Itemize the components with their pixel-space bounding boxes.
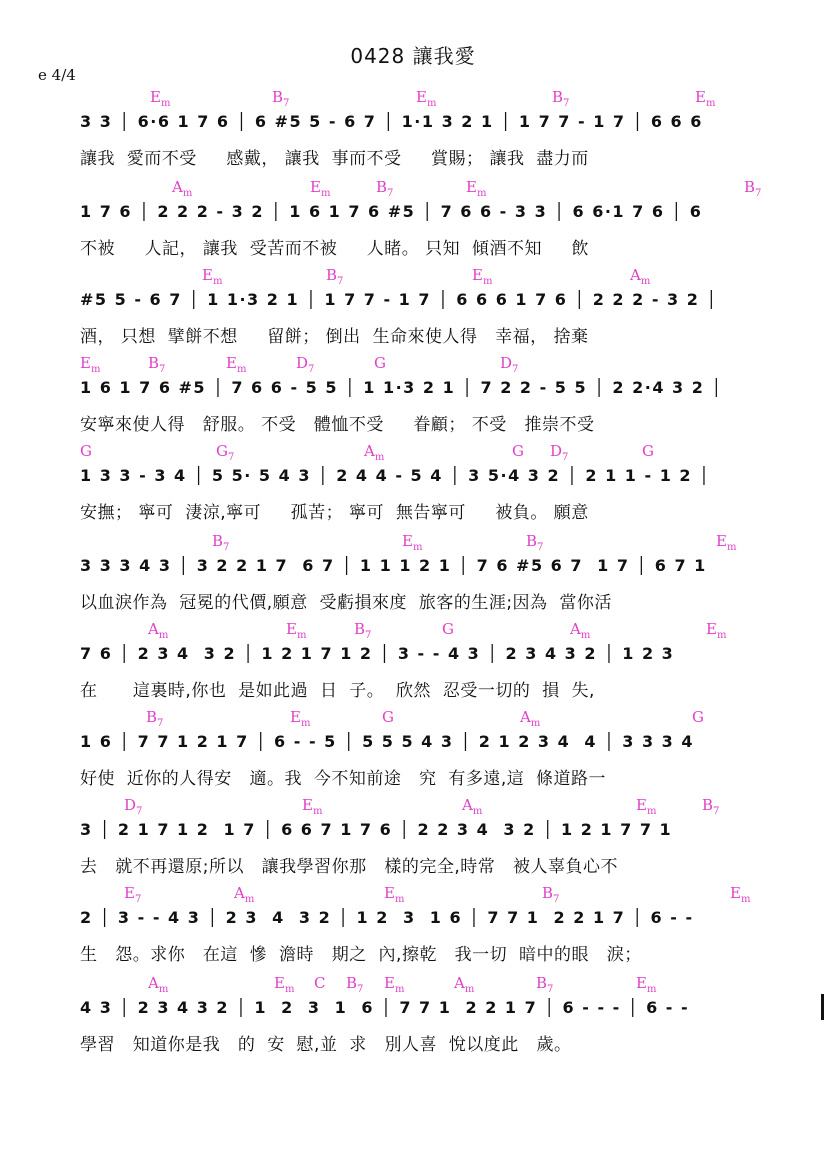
lyrics-row: 生 怨。求你 在這 慘 澹時 期之 內,擦乾 我一切 暗中的眼 淚； — [80, 945, 642, 965]
score-system — [80, 354, 800, 454]
chord-row — [80, 620, 800, 640]
chord-symbol: $E_m$ — [730, 884, 751, 905]
chord-symbol: $A_m$ — [520, 708, 541, 729]
chord-symbol: $E_m$ — [290, 708, 311, 729]
chord-symbol: $A_m$ — [148, 620, 169, 641]
chord-row — [80, 796, 800, 816]
chord-symbol: $G_7$ — [216, 442, 235, 463]
chord-symbol: $E_m$ — [416, 88, 437, 109]
chord-symbol: $E_m$ — [310, 178, 331, 199]
final-barline — [821, 994, 824, 1020]
chord-symbol: $E_m$ — [636, 796, 657, 817]
chord-symbol: $A_m$ — [630, 266, 651, 287]
chord-row — [80, 974, 800, 994]
chord-symbol: $E_m$ — [716, 532, 737, 553]
chord-symbol: $B_7$ — [326, 266, 344, 287]
chord-symbol: G — [692, 708, 704, 726]
chord-symbol: G — [80, 442, 92, 460]
score-system — [80, 266, 800, 366]
chord-symbol: $E_m$ — [80, 354, 101, 375]
score-system — [80, 532, 800, 632]
chord-symbol: $B_7$ — [148, 354, 166, 375]
score-system — [80, 884, 800, 984]
chord-row — [80, 178, 800, 198]
chord-row — [80, 442, 800, 462]
chord-row — [80, 88, 800, 108]
chord-symbol: $D_7$ — [500, 354, 519, 375]
lyrics-row: 讓我 愛而不受 感戴， 讓我 事而不受 賞賜； 讓我 盡力而 — [80, 149, 589, 169]
chord-symbol: $B_7$ — [542, 884, 560, 905]
chord-symbol: $B_7$ — [146, 708, 164, 729]
score-system — [80, 442, 800, 542]
chord-row — [80, 354, 800, 374]
lyrics-row: 不被 人記， 讓我 受苦而不被 人睹。 只知 傾酒不知 飲 — [80, 239, 589, 259]
lyrics-row: 以血淚作為 冠冕的代價,願意 受虧損來度 旅客的生涯;因為 當你活 — [80, 593, 612, 613]
key-signature: e 4/4 — [38, 66, 76, 84]
chord-symbol: $E_m$ — [384, 884, 405, 905]
chord-symbol: $E_m$ — [302, 796, 323, 817]
chord-symbol: $B_7$ — [212, 532, 230, 553]
chord-symbol: $A_m$ — [148, 974, 169, 995]
notation-row: 1 6 │ 7 7 1 2 1 7 │ 6 - - 5 │ 5 5 5 4 3 │ 2 1 2 3 4 4 │ 3 3 3 4 — [80, 732, 695, 751]
chord-symbol: $A_m$ — [172, 178, 193, 199]
chord-symbol: $B_7$ — [552, 88, 570, 109]
notation-row: 1 6 1 7 6 #5 │ 7 6 6 - 5 5 │ 1 1·3 2 1 │ 7 2 2 - 5 5 │ 2 2·4 3 2 │ — [80, 378, 723, 397]
notation-row: 1 7 6 │ 2 2 2 - 3 2 │ 1 6 1 7 6 #5 │ 7 6 6 - 3 3 │ 6 6·1 7 6 │ 6 — [80, 202, 703, 221]
chord-symbol: G — [374, 354, 386, 372]
chord-symbol: G — [512, 442, 524, 460]
notation-row: 7 6 │ 2 3 4 3 2 │ 1 2 1 7 1 2 │ 3 - - 4 3 │ 2 3 4 3 2 │ 1 2 3 — [80, 644, 675, 663]
score-system — [80, 796, 800, 896]
chord-symbol: $E_m$ — [706, 620, 727, 641]
chord-symbol: $E_m$ — [402, 532, 423, 553]
notation-row: 2 │ 3 - - 4 3 │ 2 3 4 3 2 │ 1 2 3 1 6 │ 7 7 1 2 2 1 7 │ 6 - - — [80, 908, 694, 927]
chord-symbol: G — [442, 620, 454, 638]
notation-row: 3 │ 2 1 7 1 2 1 7 │ 6 6 7 1 7 6 │ 2 2 3 4 3 2 │ 1 2 1 7 7 1 — [80, 820, 673, 839]
chord-symbol: $E_m$ — [274, 974, 295, 995]
chord-symbol: G — [642, 442, 654, 460]
chord-symbol: $A_m$ — [570, 620, 591, 641]
chord-symbol: $E_m$ — [472, 266, 493, 287]
score-system — [80, 974, 800, 1074]
chord-symbol: $E_m$ — [150, 88, 171, 109]
chord-symbol: $D_7$ — [550, 442, 569, 463]
lyrics-row: 好使 近你的人得安 適。我 今不知前途 究 有多遠,這 條道路一 — [80, 769, 607, 789]
lyrics-row: 安撫； 寧可 淒涼,寧可 孤苦； 寧可 無告寧可 被負。 願意 — [80, 503, 589, 523]
chord-symbol: $B_7$ — [354, 620, 372, 641]
notation-row: 4 3 │ 2 3 4 3 2 │ 1 2 3 1 6 │ 7 7 1 2 2 1 7 │ 6 - - - │ 6 - - — [80, 998, 690, 1017]
lyrics-row: 安寧來使人得 舒服。 不受 體恤不受 眷顧； 不受 推崇不受 — [80, 415, 595, 435]
chord-symbol: $E_m$ — [636, 974, 657, 995]
notation-row: 3 3 3 4 3 │ 3 2 2 1 7 6 7 │ 1 1 1 2 1 │ 7 6 #5 6 7 1 7 │ 6 7 1 — [80, 556, 707, 575]
chord-symbol: $B_7$ — [702, 796, 720, 817]
notation-row: #5 5 - 6 7 │ 1 1·3 2 1 │ 1 7 7 - 1 7 │ 6 6 6 1 7 6 │ 2 2 2 - 3 2 │ — [80, 290, 718, 309]
chord-symbol: $E_m$ — [226, 354, 247, 375]
chord-symbol: $E_7$ — [124, 884, 142, 905]
chord-symbol: $B_7$ — [536, 974, 554, 995]
notation-row: 1 3 3 - 3 4 │ 5 5· 5 4 3 │ 2 4 4 - 5 4 │ 3 5·4 3 2 │ 2 1 1 - 1 2 │ — [80, 466, 711, 485]
chord-symbol: $B_7$ — [346, 974, 364, 995]
score-system — [80, 178, 800, 278]
chord-row — [80, 532, 800, 552]
chord-row — [80, 708, 800, 728]
chord-row — [80, 884, 800, 904]
chord-symbol: $A_m$ — [454, 974, 475, 995]
chord-symbol: $A_m$ — [364, 442, 385, 463]
chord-symbol: $E_m$ — [202, 266, 223, 287]
chord-symbol: $E_m$ — [286, 620, 307, 641]
chord-symbol: $D_7$ — [296, 354, 315, 375]
chord-symbol: $E_m$ — [695, 88, 716, 109]
chord-symbol: G — [382, 708, 394, 726]
score-system — [80, 708, 800, 808]
chord-symbol: $A_m$ — [462, 796, 483, 817]
chord-row — [80, 266, 800, 286]
lyrics-row: 酒， 只想 擘餅不想 留餅； 倒出 生命來使人得 幸福， 捨棄 — [80, 327, 589, 347]
chord-symbol: $E_m$ — [384, 974, 405, 995]
score-system — [80, 88, 800, 188]
chord-symbol: $B_7$ — [272, 88, 290, 109]
chord-symbol: $B_7$ — [526, 532, 544, 553]
chord-symbol: C — [314, 974, 326, 992]
chord-symbol: $D_7$ — [124, 796, 143, 817]
chord-symbol: $B_7$ — [376, 178, 394, 199]
song-title: 0428 讓我愛 — [350, 44, 476, 68]
score-system — [80, 620, 800, 720]
notation-row: 3 3 │ 6·6 1 7 6 │ 6 #5 5 - 6 7 │ 1·1 3 2 1 │ 1 7 7 - 1 7 │ 6 6 6 — [80, 112, 703, 131]
lyrics-row: 去 就不再還原;所以 讓我學習你那 樣的完全,時常 被人辜負心不 — [80, 857, 618, 877]
chord-symbol: $E_m$ — [466, 178, 487, 199]
chord-symbol: $B_7$ — [744, 178, 762, 199]
lyrics-row: 在 這裏時,你也 是如此過 日 子。 欣然 忍受一切的 損 失, — [80, 681, 595, 701]
chord-symbol: $A_m$ — [234, 884, 255, 905]
lyrics-row: 學習 知道你是我 的 安 慰,並 求 別人喜 悅以度此 歲。 — [80, 1035, 572, 1055]
